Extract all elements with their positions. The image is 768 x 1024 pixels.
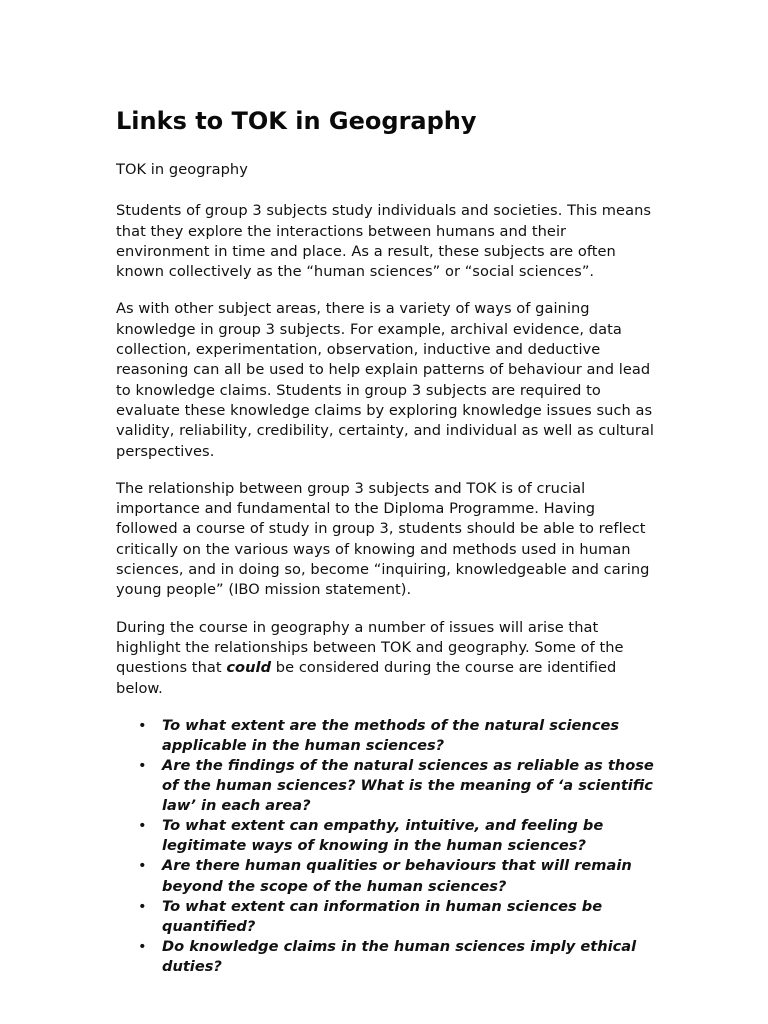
question-text: To what extent can empathy, intuitive, and feeling be legitimate ways of knowing in the human sciences?	[162, 817, 604, 855]
paragraph-3: The relationship between group 3 subjects and TOK is of crucial importance and fundamental to the Diploma Programme. Having followed a course of study in group 3, students should be able to reflect critically on the various ways of knowing and methods used in human sciences, and in doing so, become “inquiring, knowledgeable and caring young people” (IBO mission statement).	[116, 479, 650, 599]
list-item	[116, 897, 656, 937]
question-text: To what extent are the methods of the natural sciences applicable in the human sciences?	[162, 716, 620, 754]
list-item	[116, 816, 656, 856]
question-text: Are the findings of the natural sciences as reliable as those of the human sciences? What is the meaning of ‘a scientific law’ in each area?	[162, 757, 654, 815]
list-item	[116, 937, 656, 977]
list-item	[116, 856, 656, 896]
paragraph-1: Students of group 3 subjects study individuals and societies. This means that they explore the interactions between humans and their environment in time and place. As a result, these subjects are often known collectively as the “human sciences” or “social sciences”.	[116, 202, 652, 281]
document-page	[116, 104, 656, 977]
list-item	[116, 716, 656, 756]
section-subtitle: TOK in geography	[116, 161, 248, 178]
bullet-icon: •	[138, 817, 147, 835]
question-list	[116, 716, 656, 977]
bullet-icon: •	[138, 897, 147, 915]
paragraph-4-emphasis: could	[226, 659, 272, 677]
bullet-icon: •	[138, 857, 147, 875]
bullet-icon: •	[138, 757, 147, 775]
question-text: Do knowledge claims in the human sciences imply ethical duties?	[162, 937, 637, 975]
bullet-icon: •	[138, 716, 147, 734]
question-text: To what extent can information in human sciences be quantified?	[162, 897, 603, 935]
list-item	[116, 756, 656, 816]
paragraph-4	[116, 618, 656, 699]
paragraph-4-text-after: be considered during the course are identified below.	[116, 659, 617, 697]
paragraph-4-text-before: During the course in geography a number of issues will arise that highlight the relationships between TOK and geography. Some of the questions that	[116, 618, 624, 677]
bullet-icon: •	[138, 937, 147, 955]
document-title: Links to TOK in Geography	[116, 107, 477, 135]
question-text: Are there human qualities or behaviours that will remain beyond the scope of the human sciences?	[162, 857, 632, 895]
paragraph-2: As with other subject areas, there is a variety of ways of gaining knowledge in group 3 subjects. For example, archival evidence, data collection, experimentation, observation, inductive and deductive reasoning can all be used to help explain patterns of behaviour and lead to knowledge claims. Students in group 3 subjects are required to evaluate these knowledge claims by exploring knowledge issues such as validity, reliability, credibility, certainty, and individual as well as cultural perspectives.	[116, 300, 655, 460]
